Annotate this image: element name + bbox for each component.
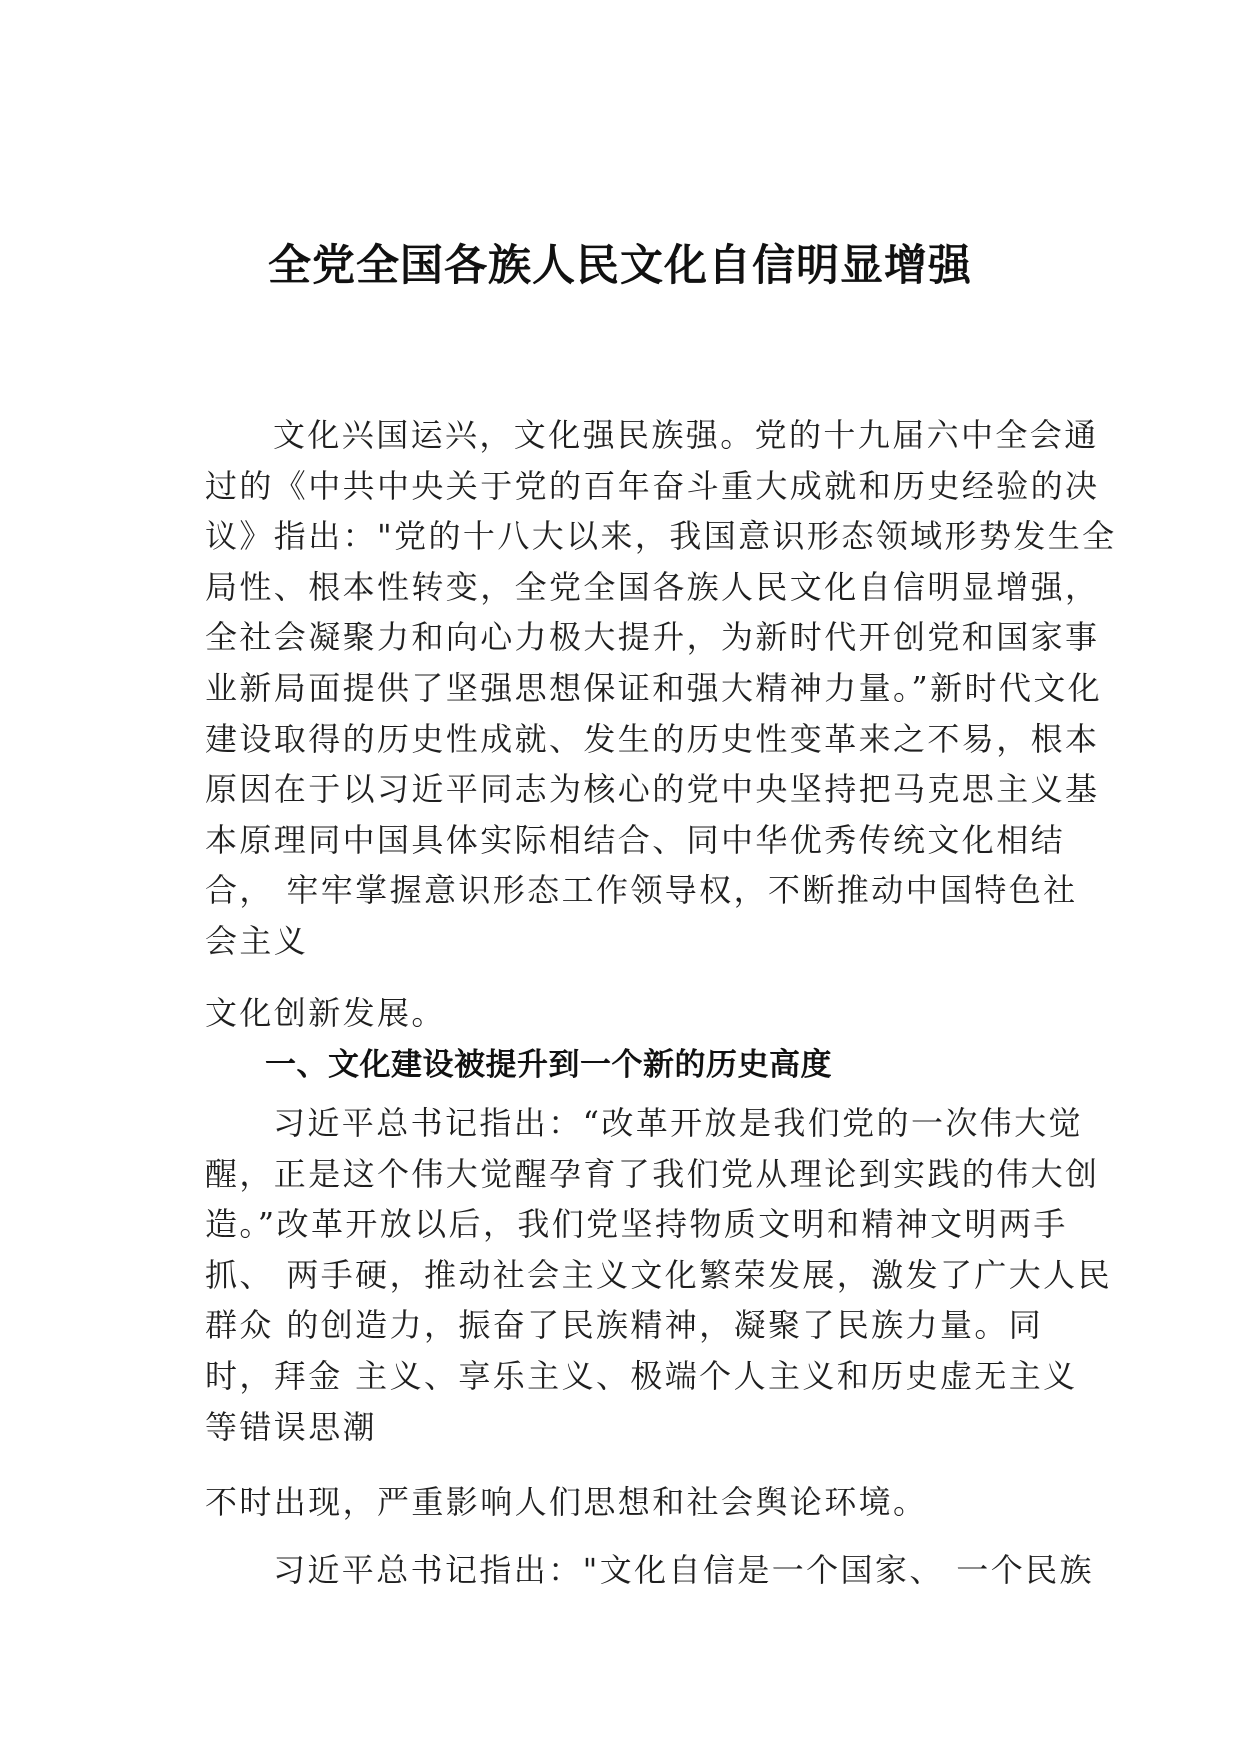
paragraph-line: 建设取得的历史性成就、发生的历史性变革来之不易，根本: [205, 719, 1100, 758]
paragraph-line: 造。”改革开放以后，我们党坚持物质文明和精神文明两手: [205, 1205, 1068, 1244]
paragraph-line: 醒，正是这个伟大觉醒孕育了我们党从理论到实践的伟大创: [205, 1154, 1100, 1193]
paragraph-line: 过的《中共中央关于党的百年奋斗重大成就和历史经验的决: [205, 466, 1100, 505]
paragraph-line: 议》指出："党的十八大以来，我国意识形态领域形势发生全: [205, 517, 1117, 556]
paragraph-line: 文化兴国运兴，文化强民族强。党的十九届六中全会通: [273, 416, 1099, 454]
paragraph-line: 时，拜金 主义、享乐主义、极端个人主义和历史虚无主义: [205, 1356, 1078, 1395]
paragraph-continuation: 文化创新发展。: [205, 994, 446, 1032]
paragraph-reform: [205, 1098, 1112, 1452]
paragraph-line: 群众 的创造力，振奋了民族精神，凝聚了民族力量。同: [205, 1306, 1044, 1345]
paragraph-line: 业新局面提供了坚强思想保证和强大精神力量。”新时代文化: [205, 668, 1103, 707]
paragraph-line: 习近平总书记指出：“改革开放是我们党的一次伟大觉: [273, 1104, 1083, 1142]
paragraph-confidence: 习近平总书记指出："文化自信是一个国家、 一个民族: [273, 1551, 1094, 1589]
paragraph-line: 局性、根本性转变，全党全国各族人民文化自信明显增强，: [205, 567, 1100, 606]
paragraph-intro: [205, 410, 1117, 967]
paragraph-line: 合， 牢牢掌握意识形态工作领导权，不断推动中国特色社: [205, 871, 1078, 910]
paragraph-line: 抓、 两手硬，推动社会主义文化繁荣发展，激发了广大人民: [205, 1255, 1112, 1294]
section-heading: 一、文化建设被提升到一个新的历史高度: [265, 1047, 832, 1083]
paragraph-line: 原因在于以习近平同志为核心的党中央坚持把马克思主义基: [205, 770, 1100, 809]
paragraph-line: 全社会凝聚力和向心力极大提升，为新时代开创党和国家事: [205, 618, 1100, 657]
paragraph-line: 本原理同中国具体实际相结合、同中华优秀传统文化相结: [205, 820, 1066, 859]
paragraph-line: 等错误思潮: [205, 1407, 378, 1446]
paragraph-continuation-2: 不时出现，严重影响人们思想和社会舆论环境。: [205, 1483, 928, 1521]
paragraph-line: 会主义: [205, 921, 309, 960]
document-title: 全党全国各族人民文化自信明显增强: [268, 241, 972, 291]
